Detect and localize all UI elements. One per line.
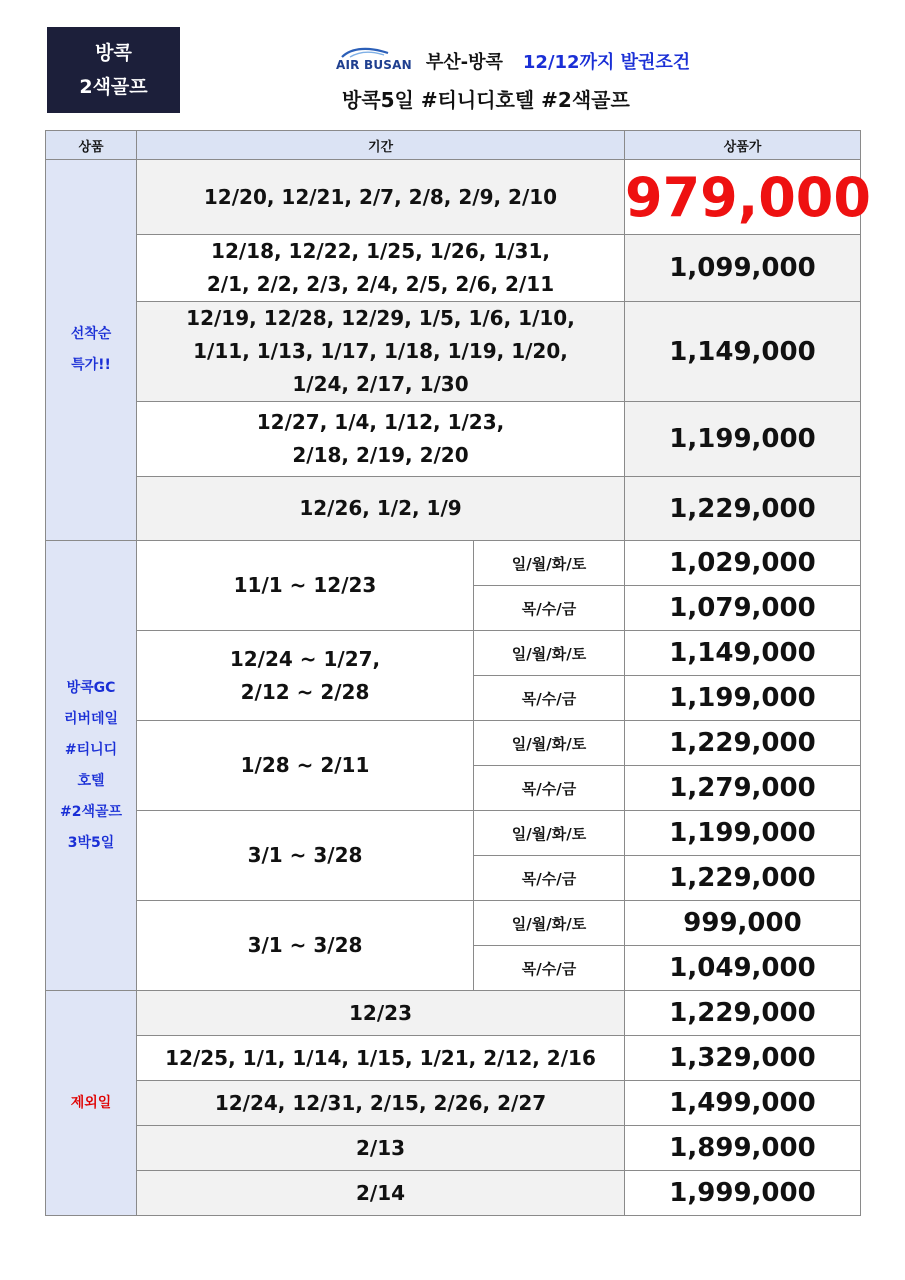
category-excluded [46,991,137,1216]
weekday-label: 일/월/화/토 [474,721,625,766]
weekday-label: 일/월/화/토 [474,811,625,856]
category-regular [46,541,137,991]
table-row [46,1081,861,1126]
regular-price: 999,000 [625,901,861,946]
page-title: 방콕5일 #티니디호텔 #2색골프 [342,88,630,112]
regular-period [137,721,474,811]
category-line: 특가!! [71,357,111,373]
regular-period [137,541,474,631]
weekday-label: 목/수/금 [474,586,625,631]
special-price: 1,099,000 [625,235,861,302]
date-line: 1/24, 2/17, 1/30 [292,372,469,396]
table-row [46,721,861,766]
table-row [46,811,861,856]
table-header-row [46,131,861,160]
special-price: 1,229,000 [625,477,861,541]
table-row [46,477,861,541]
date-line: 2/18, 2/19, 2/20 [292,443,469,467]
weekday-label: 목/수/금 [474,676,625,721]
date-line: 12/27, 1/4, 1/12, 1/23, [256,410,505,434]
category-line: #티니디 [64,741,118,758]
header-line-1 [336,46,690,76]
date-line: 12/19, 12/28, 12/29, 1/5, 1/6, 1/10, [186,306,575,330]
table-row [46,402,861,477]
excluded-price: 1,999,000 [625,1171,861,1216]
category-line: 방콕GC [66,679,116,696]
category-special [46,160,137,541]
date-line: 12/20, 12/21, 2/7, 2/8, 2/9, 2/10 [203,184,558,209]
regular-price: 1,199,000 [625,676,861,721]
category-line: 리버데일 [63,710,119,727]
special-price-highlight: 979,000 [625,160,861,235]
regular-price: 1,279,000 [625,766,861,811]
excluded-dates: 12/24, 12/31, 2/15, 2/26, 2/27 [137,1081,625,1126]
special-dates [137,402,625,477]
header-price: 상품가 [625,131,861,160]
special-dates [137,477,625,541]
weekday-label: 목/수/금 [474,856,625,901]
excluded-price: 1,329,000 [625,1036,861,1081]
regular-period [137,811,474,901]
special-dates [137,160,625,235]
regular-price: 1,229,000 [625,721,861,766]
date-line: 2/1, 2/2, 2/3, 2/4, 2/5, 2/6, 2/11 [206,272,555,296]
category-line: 호텔 [77,772,105,789]
period-line: 11/1 ~ 12/23 [233,573,377,597]
excluded-dates: 2/13 [137,1126,625,1171]
weekday-label: 일/월/화/토 [474,901,625,946]
regular-price: 1,199,000 [625,811,861,856]
special-price: 1,199,000 [625,402,861,477]
badge-line-2: 2색골프 [79,76,148,98]
category-line: 제외일 [70,1094,112,1111]
category-line: 선착순 [70,326,112,342]
period-line: 12/24 ~ 1/27, [229,646,381,671]
weekday-label: 목/수/금 [474,766,625,811]
weekday-label: 일/월/화/토 [474,541,625,586]
table-row [46,991,861,1036]
period-line: 3/1 ~ 3/28 [247,843,363,867]
table-row [46,901,861,946]
price-table [45,130,871,1216]
regular-price: 1,049,000 [625,946,861,991]
regular-period [137,901,474,991]
table-row [46,302,861,402]
special-dates [137,302,625,402]
regular-price: 1,029,000 [625,541,861,586]
special-price: 1,149,000 [625,302,861,402]
weekday-label: 목/수/금 [474,946,625,991]
regular-price: 1,229,000 [625,856,861,901]
regular-price: 1,079,000 [625,586,861,631]
table-row [46,631,861,676]
weekday-label: 일/월/화/토 [474,631,625,676]
excluded-price: 1,229,000 [625,991,861,1036]
date-line: 12/26, 1/2, 1/9 [299,496,462,520]
category-line: #2색골프 [59,803,123,820]
period-line: 1/28 ~ 2/11 [240,753,370,777]
regular-price: 1,149,000 [625,631,861,676]
excluded-dates: 12/25, 1/1, 1/14, 1/15, 1/21, 2/12, 2/16 [137,1036,625,1081]
air-busan-logo [336,47,412,71]
table-row [46,1036,861,1081]
date-line: 1/11, 1/13, 1/17, 1/18, 1/19, 1/20, [193,339,568,363]
table-row [46,235,861,302]
product-badge [47,27,180,113]
period-line: 3/1 ~ 3/28 [247,933,363,957]
table-row [46,160,861,235]
period-line: 2/12 ~ 2/28 [240,679,370,704]
airline-wordmark: AIR BUSAN [336,58,412,72]
table-row [46,1126,861,1171]
date-line: 12/18, 12/22, 1/25, 1/26, 1/31, [211,239,550,263]
header-product: 상품 [46,131,137,160]
special-dates [137,235,625,302]
table-row [46,541,861,586]
ticketing-deadline: 12/12까지 발권조건 [522,52,691,73]
excluded-dates: 12/23 [137,991,625,1036]
badge-line-1: 방콕 [95,42,132,64]
excluded-dates: 2/14 [137,1171,625,1216]
table-row [46,1171,861,1216]
category-line: 3박5일 [67,834,115,851]
route-text: 부산-방콕 [425,52,503,73]
excluded-price: 1,499,000 [625,1081,861,1126]
excluded-price: 1,899,000 [625,1126,861,1171]
regular-period [137,631,474,721]
header-period: 기간 [137,131,625,160]
